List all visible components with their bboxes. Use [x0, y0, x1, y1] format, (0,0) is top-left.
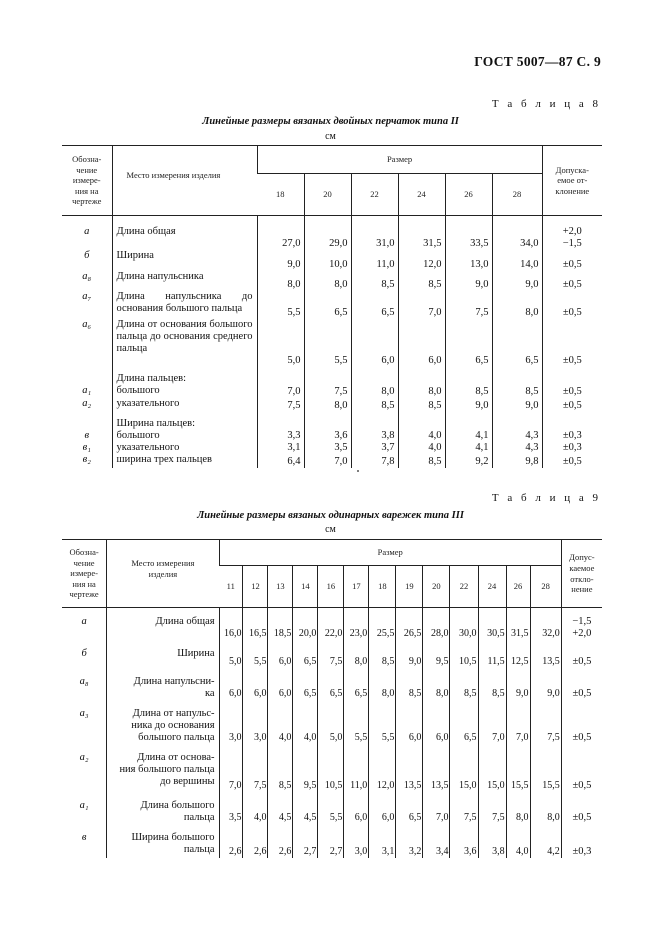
designation-cell: а₈ [79, 676, 89, 687]
tolerance-cell: +2,0 −1,5 [542, 216, 602, 251]
value-cell: 6,5 [450, 700, 478, 744]
value-cell: 4,0 [243, 792, 268, 824]
table-row [62, 398, 602, 412]
value-cell: 7,5 [445, 291, 492, 319]
value-cell: 4,5 [293, 792, 318, 824]
value-cell: 6,0 [219, 668, 243, 700]
value-cell: 6,5 [318, 668, 344, 700]
value-cell: 7,0 [219, 744, 243, 792]
value-cell: 12,0 [369, 744, 396, 792]
value-cell: 7,5 [530, 700, 561, 744]
size-header: 12 [243, 566, 268, 608]
table-row [62, 792, 602, 824]
designation-cell: а₁ [82, 385, 92, 396]
table-row [62, 640, 602, 668]
value-cell: 8,5 [396, 668, 423, 700]
value-cell: 8,5 [351, 398, 398, 412]
value-cell: 11,5 [478, 640, 506, 668]
value-cell: 6,4 [257, 454, 304, 468]
value-cell: 8,0 [530, 792, 561, 824]
value-cell: 33,5 [445, 216, 492, 251]
value-cell: 3,5 [304, 442, 351, 454]
table-row [62, 668, 602, 700]
value-cell: 26,5 [396, 608, 423, 641]
value-cell: 3,7 [351, 442, 398, 454]
size-header: 22 [450, 566, 478, 608]
tolerance-cell: ±0,3 [561, 824, 602, 858]
designation-cell: в₁ [82, 442, 91, 453]
col-designation-header: Обозна- чение измере- ния на чертеже [62, 146, 112, 216]
value-cell: 6,0 [398, 319, 445, 367]
col-designation-header: Обозна- чение измере- ния на чертеже [62, 540, 107, 608]
value-cell: 8,0 [257, 271, 304, 291]
col-size-group-header: Размер [219, 540, 561, 566]
col-place-header: Место измерения изделия [107, 540, 219, 608]
value-cell: 9,2 [445, 454, 492, 468]
designation-cell: а₆ [82, 319, 92, 330]
value-cell: 6,5 [293, 668, 318, 700]
value-cell: 6,5 [304, 291, 351, 319]
value-cell: 3,1 [257, 442, 304, 454]
value-cell: 7,0 [257, 385, 304, 398]
value-cell: 3,4 [423, 824, 450, 858]
value-cell: 15,5 [530, 744, 561, 792]
value-cell: 8,0 [423, 668, 450, 700]
value-cell: 7,0 [304, 454, 351, 468]
table-row [62, 442, 602, 454]
value-cell: 13,0 [445, 250, 492, 271]
value-cell: 8,0 [351, 385, 398, 398]
value-cell: 4,0 [398, 442, 445, 454]
value-cell: 8,5 [398, 398, 445, 412]
designation-cell: а₂ [79, 752, 89, 763]
place-cell: Длина напульсника [112, 271, 257, 291]
value-cell: 15,0 [450, 744, 478, 792]
place-cell: Длина общая [107, 608, 219, 641]
place-cell: большого [112, 430, 257, 442]
value-cell: 3,5 [219, 792, 243, 824]
value-cell: 4,2 [530, 824, 561, 858]
designation-cell: в [84, 430, 90, 441]
value-cell: 30,5 [478, 608, 506, 641]
table-row [62, 216, 602, 251]
value-cell [445, 367, 492, 385]
size-header: 24 [478, 566, 506, 608]
place-cell: большого [112, 385, 257, 398]
table-row [62, 367, 602, 385]
value-cell: 7,5 [318, 640, 344, 668]
value-cell: 29,0 [304, 216, 351, 251]
designation-cell: в₂ [82, 454, 91, 465]
tolerance-cell: ±0,5 [542, 454, 602, 468]
value-cell [304, 367, 351, 385]
designation-cell: а₇ [82, 291, 92, 302]
value-cell: 3,8 [351, 430, 398, 442]
place-cell: Длина общая [112, 216, 257, 251]
value-cell: 18,5 [268, 608, 293, 641]
value-cell: 5,5 [304, 319, 351, 367]
value-cell: 6,0 [396, 700, 423, 744]
value-cell: 2,6 [219, 824, 243, 858]
value-cell: 6,5 [351, 291, 398, 319]
table-row [62, 824, 602, 858]
size-header: 11 [219, 566, 243, 608]
size-header: 19 [396, 566, 423, 608]
designation-cell [62, 412, 112, 430]
value-cell [492, 367, 542, 385]
value-cell: 7,5 [243, 744, 268, 792]
value-cell: 6,0 [268, 668, 293, 700]
value-cell: 8,0 [304, 271, 351, 291]
value-cell: 6,0 [344, 792, 369, 824]
place-cell: Длина напульсника до основания большого пальца [112, 291, 257, 319]
table-row [62, 430, 602, 442]
value-cell: 9,5 [423, 640, 450, 668]
value-cell: 12,5 [506, 640, 530, 668]
value-cell: 9,5 [293, 744, 318, 792]
tolerance-cell: ±0,3 [542, 442, 602, 454]
tolerance-cell: ±0,5 [561, 640, 602, 668]
value-cell [257, 412, 304, 430]
value-cell: 3,0 [344, 824, 369, 858]
value-cell: 3,0 [219, 700, 243, 744]
value-cell: 10,5 [450, 640, 478, 668]
value-cell: 9,0 [492, 398, 542, 412]
value-cell: 3,1 [369, 824, 396, 858]
value-cell: 9,8 [492, 454, 542, 468]
table-row [62, 608, 602, 641]
value-cell: 3,3 [257, 430, 304, 442]
value-cell [351, 367, 398, 385]
value-cell: 15,5 [506, 744, 530, 792]
tolerance-cell [542, 412, 602, 430]
value-cell: 5,0 [318, 700, 344, 744]
value-cell: 8,5 [478, 668, 506, 700]
place-cell: Длина пальцев: [112, 367, 257, 385]
designation-cell [62, 367, 112, 385]
value-cell: 6,0 [423, 700, 450, 744]
value-cell: 5,0 [257, 319, 304, 367]
value-cell: 8,0 [369, 668, 396, 700]
value-cell: 4,3 [492, 442, 542, 454]
size-header: 28 [492, 174, 542, 216]
table-9-unit: см [325, 524, 336, 535]
size-header: 17 [344, 566, 369, 608]
value-cell: 2,6 [243, 824, 268, 858]
value-cell: 8,0 [398, 385, 445, 398]
value-cell: 14,0 [492, 250, 542, 271]
value-cell: 8,0 [506, 792, 530, 824]
value-cell: 27,0 [257, 216, 304, 251]
table-row [62, 412, 602, 430]
value-cell: 9,0 [530, 668, 561, 700]
size-header: 26 [445, 174, 492, 216]
value-cell: 12,0 [398, 250, 445, 271]
value-cell: 4,1 [445, 430, 492, 442]
value-cell: 4,3 [492, 430, 542, 442]
tolerance-cell: ±0,5 [561, 700, 602, 744]
place-cell: Длина от основания большого пальца до основания среднего пальца [112, 319, 257, 367]
place-cell: ширина трех пальцев [112, 454, 257, 468]
value-cell: 31,5 [506, 608, 530, 641]
value-cell: 8,5 [398, 271, 445, 291]
col-tolerance-header: Допуска- емое от- клонение [542, 146, 602, 216]
value-cell: 8,5 [450, 668, 478, 700]
value-cell: 15,0 [478, 744, 506, 792]
table-8-label: Т а б л и ц а 8 [491, 98, 601, 110]
col-place-header: Место измерения изделия [112, 146, 257, 216]
value-cell: 13,5 [530, 640, 561, 668]
value-cell: 3,6 [450, 824, 478, 858]
value-cell: 8,5 [351, 271, 398, 291]
table-8-title: Линейные размеры вязаных двойных перчаток типа II [202, 116, 459, 127]
value-cell: 25,5 [369, 608, 396, 641]
value-cell: 7,5 [478, 792, 506, 824]
designation-cell: а [81, 616, 87, 627]
value-cell: 10,0 [304, 250, 351, 271]
value-cell: 8,5 [398, 454, 445, 468]
value-cell: 30,0 [450, 608, 478, 641]
value-cell: 7,5 [257, 398, 304, 412]
tolerance-cell: ±0,5 [542, 271, 602, 291]
value-cell: 8,0 [304, 398, 351, 412]
value-cell: 32,0 [530, 608, 561, 641]
value-cell: 6,5 [344, 668, 369, 700]
value-cell: 13,5 [423, 744, 450, 792]
value-cell: 6,0 [243, 668, 268, 700]
value-cell: 11,0 [351, 250, 398, 271]
value-cell: 16,0 [219, 608, 243, 641]
size-header: 22 [351, 174, 398, 216]
size-header: 18 [257, 174, 304, 216]
place-cell: Ширина [107, 640, 219, 668]
tolerance-cell: ±0,5 [542, 291, 602, 319]
place-cell: Ширина пальцев: [112, 412, 257, 430]
value-cell: 3,2 [396, 824, 423, 858]
value-cell: 5,5 [369, 700, 396, 744]
value-cell [445, 412, 492, 430]
table-row [62, 291, 602, 319]
value-cell: 8,0 [344, 640, 369, 668]
value-cell [351, 412, 398, 430]
size-header: 16 [318, 566, 344, 608]
value-cell: 5,5 [257, 291, 304, 319]
table-8 [62, 145, 602, 468]
value-cell: 5,0 [219, 640, 243, 668]
value-cell: 8,5 [492, 385, 542, 398]
value-cell: 7,5 [304, 385, 351, 398]
value-cell: 2,7 [293, 824, 318, 858]
value-cell: 16,5 [243, 608, 268, 641]
value-cell [492, 412, 542, 430]
value-cell: 6,0 [268, 640, 293, 668]
tolerance-cell: ±0,5 [542, 319, 602, 367]
value-cell: 34,0 [492, 216, 542, 251]
table-row [62, 385, 602, 398]
value-cell: 23,0 [344, 608, 369, 641]
value-cell: 8,5 [369, 640, 396, 668]
value-cell: 3,8 [478, 824, 506, 858]
tolerance-cell: ±0,5 [561, 668, 602, 700]
place-cell: указательного [112, 442, 257, 454]
table-row [62, 454, 602, 468]
size-header: 14 [293, 566, 318, 608]
value-cell: 22,0 [318, 608, 344, 641]
size-header: 26 [506, 566, 530, 608]
size-header: 28 [530, 566, 561, 608]
tolerance-cell: ±0,5 [542, 385, 602, 398]
table-row [62, 250, 602, 271]
value-cell: 5,5 [243, 640, 268, 668]
value-cell: 31,5 [398, 216, 445, 251]
value-cell: 7,5 [450, 792, 478, 824]
value-cell [304, 412, 351, 430]
value-cell [398, 367, 445, 385]
value-cell: 10,5 [318, 744, 344, 792]
value-cell: 2,7 [318, 824, 344, 858]
value-cell: 9,0 [506, 668, 530, 700]
value-cell: 4,1 [445, 442, 492, 454]
value-cell: 9,0 [396, 640, 423, 668]
tolerance-cell: ±0,5 [542, 398, 602, 412]
value-cell: 7,8 [351, 454, 398, 468]
value-cell: 9,0 [492, 271, 542, 291]
value-cell: 20,0 [293, 608, 318, 641]
value-cell: 8,5 [445, 385, 492, 398]
col-size-group-header: Размер [257, 146, 542, 174]
value-cell: 3,0 [243, 700, 268, 744]
designation-cell: б [81, 648, 87, 659]
tolerance-cell: ±0,5 [561, 744, 602, 792]
table-9 [62, 539, 602, 858]
table-row [62, 271, 602, 291]
value-cell: 4,5 [268, 792, 293, 824]
value-cell [398, 412, 445, 430]
table-8-unit: см [325, 131, 336, 142]
value-cell [257, 367, 304, 385]
designation-cell: а₂ [82, 398, 92, 409]
value-cell: 7,0 [478, 700, 506, 744]
tolerance-cell: ±0,3 [542, 430, 602, 442]
designation-cell: а₁ [79, 800, 89, 811]
value-cell: 6,0 [369, 792, 396, 824]
value-cell: 6,5 [293, 640, 318, 668]
size-header: 24 [398, 174, 445, 216]
value-cell: 6,0 [351, 319, 398, 367]
place-cell: Длина от напульс- ника до основания большого пальца [107, 700, 219, 744]
place-cell: Ширина [112, 250, 257, 271]
value-cell: 7,0 [398, 291, 445, 319]
table-row [62, 700, 602, 744]
value-cell: 6,5 [492, 319, 542, 367]
value-cell: 4,0 [398, 430, 445, 442]
designation-cell: а [84, 226, 90, 237]
place-cell: указательного [112, 398, 257, 412]
value-cell: 28,0 [423, 608, 450, 641]
value-cell: 4,0 [293, 700, 318, 744]
value-cell: 9,0 [257, 250, 304, 271]
designation-cell: а₃ [79, 708, 89, 719]
place-cell: Ширина большого пальца [107, 824, 219, 858]
value-cell: 6,5 [445, 319, 492, 367]
size-header: 18 [369, 566, 396, 608]
page-header: ГОСТ 5007—87 С. 9 [474, 54, 601, 69]
value-cell: 8,5 [268, 744, 293, 792]
value-cell: 13,5 [396, 744, 423, 792]
place-cell: Длина напульсни- ка [107, 668, 219, 700]
value-cell: 2,6 [268, 824, 293, 858]
value-cell: 31,0 [351, 216, 398, 251]
table-row [62, 744, 602, 792]
value-cell: 11,0 [344, 744, 369, 792]
value-cell: 9,0 [445, 271, 492, 291]
stray-dot [357, 470, 359, 472]
value-cell: 7,0 [506, 700, 530, 744]
table-row [62, 319, 602, 367]
value-cell: 7,0 [423, 792, 450, 824]
size-header: 13 [268, 566, 293, 608]
value-cell: 4,0 [506, 824, 530, 858]
table-9-label: Т а б л и ц а 9 [491, 492, 601, 504]
table-9-title: Линейные размеры вязаных одинарных варежек типа III [197, 510, 464, 521]
value-cell: 5,5 [344, 700, 369, 744]
value-cell: 8,0 [492, 291, 542, 319]
place-cell: Длина большого пальца [107, 792, 219, 824]
size-header: 20 [304, 174, 351, 216]
value-cell: 4,0 [268, 700, 293, 744]
tolerance-cell: −1,5 +2,0 [561, 608, 602, 641]
designation-cell: б [84, 250, 90, 261]
value-cell: 9,0 [445, 398, 492, 412]
tolerance-cell [542, 367, 602, 385]
tolerance-cell: ±0,5 [561, 792, 602, 824]
designation-cell: в [81, 832, 87, 843]
designation-cell: а₈ [82, 271, 92, 282]
place-cell: Длина от основа- ния большого пальца до вершины [107, 744, 219, 792]
col-tolerance-header: Допус- каемое откло- нение [561, 540, 602, 608]
value-cell: 3,6 [304, 430, 351, 442]
tolerance-cell: ±0,5 [542, 250, 602, 271]
value-cell: 6,5 [396, 792, 423, 824]
size-header: 20 [423, 566, 450, 608]
value-cell: 5,5 [318, 792, 344, 824]
